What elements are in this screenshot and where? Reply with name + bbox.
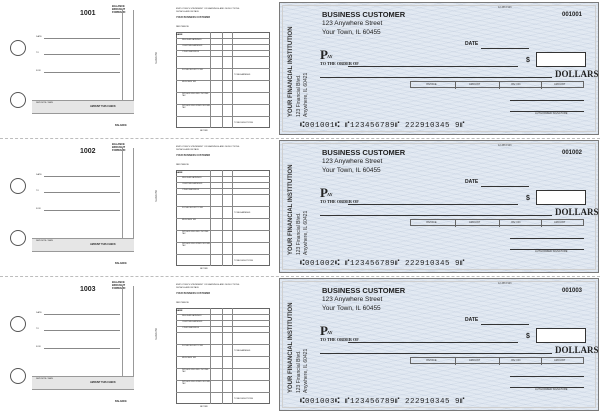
stub-for-label: FOR — [36, 208, 41, 210]
signature-label: AUTHORIZED SIGNATURE — [535, 250, 568, 253]
bank-address-line2: Anywhere, IL 60421 — [303, 72, 309, 117]
invoice-grid-divider — [541, 82, 542, 89]
voucher-total-deductions-label: TOTAL DEDUCTIONS — [234, 398, 253, 400]
voucher-item: SOCIAL SECURITY TAX — [182, 207, 203, 209]
check-row — [0, 138, 600, 276]
invoice-grid-label: INV. NO. — [511, 221, 522, 224]
voucher-item: OVERTIME EARNINGS — [182, 321, 203, 323]
stub-number: 1002 — [80, 148, 96, 155]
amount-box[interactable] — [536, 328, 586, 343]
stub-balance-label: BALANCE — [115, 262, 127, 265]
bank-name: YOUR FINANCIAL INSTITUTION — [288, 26, 294, 117]
invoice-grid-divider — [499, 220, 500, 227]
voucher-item: WITHHOLDING FED. INCOME TAX — [182, 231, 209, 236]
voucher-item: OVERTIME EARNINGS — [182, 45, 203, 47]
punch-hole-icon — [10, 316, 26, 332]
voucher-col-line — [232, 32, 233, 128]
bank-name: YOUR FINANCIAL INSTITUTION — [288, 164, 294, 255]
dollars-label: DOLLARS — [555, 345, 599, 355]
check-address-line2: Your Town, IL 60455 — [322, 305, 381, 312]
voucher-net-pay-label: NET PAY — [200, 406, 208, 408]
stub-balance-brought-label: BALANCE BROUGHT FORWARD — [112, 281, 126, 291]
date-label: DATE — [465, 317, 479, 323]
voucher-item: OTHER EARNINGS — [182, 189, 200, 191]
voucher-item: REGULAR EARNINGS — [182, 315, 202, 317]
invoice-grid-divider — [541, 220, 542, 227]
voucher-item: WITHHOLDING STATE INCOME TAX — [182, 243, 210, 248]
check — [279, 2, 599, 135]
punch-hole-icon — [10, 368, 26, 384]
stub-balance-label: BALANCE — [115, 400, 127, 403]
stub-amount-column — [122, 286, 134, 382]
invoice-grid — [410, 357, 584, 364]
stub-amount-this-check-label: AMOUNT THIS CHECK — [90, 381, 116, 384]
voucher-col-line — [232, 308, 233, 404]
voucher-net-pay-label: NET PAY — [200, 130, 208, 132]
check-stub — [32, 140, 156, 272]
amount-words-line[interactable] — [320, 353, 552, 354]
bank-address-line2: Anywhere, IL 60421 — [303, 210, 309, 255]
stub-deposits-label: DEPOSITS — [154, 190, 156, 202]
voucher-row-line — [176, 56, 270, 57]
stub-amount-this-check-label: AMOUNT THIS CHECK — [90, 105, 116, 108]
bank-address-line1: 123 Financial Blvd. — [296, 74, 302, 117]
stub-for-label: FOR — [36, 346, 41, 348]
check-address-line2: Your Town, IL 60455 — [322, 167, 381, 174]
punch-hole-icon — [10, 92, 26, 108]
bank-name: YOUR FINANCIAL INSTITUTION — [288, 302, 294, 393]
pay-label: AY — [327, 330, 333, 335]
signature-label: AUTHORIZED SIGNATURE — [535, 388, 568, 391]
voucher-col-line — [232, 170, 233, 266]
check — [279, 140, 599, 273]
stub-date-line — [44, 176, 120, 177]
payee-line[interactable] — [348, 204, 518, 205]
date-label: DATE — [465, 41, 479, 47]
voucher-total-earnings-label: TOTAL EARNINGS — [234, 350, 251, 352]
voucher-item: WITHHOLDING STATE INCOME TAX — [182, 381, 210, 386]
stub-to-line — [44, 54, 120, 55]
invoice-grid — [410, 81, 584, 88]
voucher-customer: YOUR BUSINESS CUSTOMER — [176, 16, 211, 19]
invoice-grid-label: AMOUNT — [554, 221, 566, 224]
amount-box[interactable] — [536, 190, 586, 205]
pay-to-order-label: TO THE ORDER OF — [320, 337, 359, 342]
invoice-grid-label: AMOUNT — [469, 359, 481, 362]
micr-line: ⑆001001⑆ ⑈123456789⑈ 222910345 9⑈ — [300, 122, 466, 130]
voucher-item: SOCIAL SECURITY TAX — [182, 69, 203, 71]
voucher-row-line — [176, 254, 270, 255]
bank-info-vertical — [284, 285, 312, 397]
check-customer-name: BUSINESS CUSTOMER — [322, 148, 406, 157]
pay-label: AY — [327, 192, 333, 197]
bank-info-vertical — [284, 147, 312, 259]
signature-line[interactable] — [510, 100, 584, 101]
bank-address-line2: Anywhere, IL 60421 — [303, 348, 309, 393]
voucher-pay-period-label: PAY PERIOD — [176, 164, 190, 166]
voucher-total-earnings-label: TOTAL EARNINGS — [234, 74, 251, 76]
voucher-col-line — [222, 32, 223, 128]
amount-words-line[interactable] — [320, 77, 552, 78]
pay-label: AY — [327, 54, 333, 59]
routing-fraction: 12-4567/123 — [498, 6, 512, 9]
voucher-row-line — [176, 116, 270, 117]
stub-amount-this-check-label: AMOUNT THIS CHECK — [90, 243, 116, 246]
voucher-item: OTHER EARNINGS — [182, 327, 200, 329]
stub-number: 1003 — [80, 286, 96, 293]
voucher-item: WITHHOLDING STATE INCOME TAX — [182, 105, 210, 110]
dollar-sign: $ — [526, 57, 530, 64]
check-stub — [32, 278, 156, 410]
pay-initial: P — [320, 185, 328, 200]
voucher-col-line — [210, 308, 211, 404]
invoice-grid-label: AMOUNT — [469, 83, 481, 86]
check-address-line1: 123 Anywhere Street — [322, 158, 383, 165]
voucher-pay-period-label: PAY PERIOD — [176, 302, 190, 304]
invoice-grid-divider — [499, 358, 500, 365]
invoice-grid — [410, 219, 584, 226]
stub-for-label: FOR — [36, 70, 41, 72]
routing-fraction: 12-4567/123 — [498, 144, 512, 147]
stub-amount-column — [122, 10, 134, 106]
voucher-row-line — [176, 392, 270, 393]
voucher-item: WITHHOLDING FED. INCOME TAX — [182, 369, 209, 374]
dollar-sign: $ — [526, 195, 530, 202]
signature-line[interactable] — [510, 376, 584, 377]
payroll-voucher — [172, 282, 272, 408]
check-number: 001001 — [562, 12, 583, 18]
invoice-grid-label: INV. NO. — [511, 359, 522, 362]
check-address-line1: 123 Anywhere Street — [322, 296, 383, 303]
stub-balance-brought-label: BALANCE BROUGHT FORWARD — [112, 143, 126, 153]
stub-date-label: DATE — [36, 174, 42, 176]
stub-deposits-label: DEPOSITS — [154, 328, 156, 340]
voucher-total-earnings-label: TOTAL EARNINGS — [234, 212, 251, 214]
payee-line[interactable] — [348, 66, 518, 67]
voucher-item: SOCIAL SECURITY TAX — [182, 345, 203, 347]
stub-date-label: DATE — [36, 312, 42, 314]
stub-to-label: TO — [36, 190, 39, 192]
voucher-col-line — [222, 308, 223, 404]
stub-number: 1001 — [80, 10, 96, 17]
voucher-col-line — [210, 170, 211, 266]
stub-date-line — [44, 314, 120, 315]
stub-for-line — [44, 348, 120, 349]
check-row — [0, 0, 600, 138]
pay-initial: P — [320, 323, 328, 338]
voucher-net-pay-label: NET PAY — [200, 268, 208, 270]
stub-to-label: TO — [36, 328, 39, 330]
stub-deposit-date-label: DEPOSITS / DATE — [36, 378, 53, 380]
payroll-voucher — [172, 144, 272, 270]
check-address-line1: 123 Anywhere Street — [322, 20, 383, 27]
voucher-header: EMPLOYEE'S STATEMENT OF EARNINGS AND DEDUCTIONS. DETACH AND RETAIN. — [176, 284, 240, 289]
invoice-grid-divider — [499, 82, 500, 89]
invoice-grid-label: INVOICE — [426, 221, 437, 224]
punch-hole-icon — [10, 178, 26, 194]
stub-date-label: DATE — [36, 36, 42, 38]
signature-line[interactable] — [510, 238, 584, 239]
punch-hole-icon — [10, 40, 26, 56]
stub-to-label: TO — [36, 52, 39, 54]
voucher-name-label: NAME — [176, 172, 183, 174]
payroll-voucher — [172, 6, 272, 132]
voucher-col-line — [210, 32, 211, 128]
voucher-name-label: NAME — [176, 34, 183, 36]
stub-amount-column — [122, 148, 134, 244]
amount-words-line[interactable] — [320, 215, 552, 216]
voucher-item: OVERTIME EARNINGS — [182, 183, 203, 185]
voucher-col-line — [222, 170, 223, 266]
stub-deposit-date-label: DEPOSITS / DATE — [36, 102, 53, 104]
voucher-header: EMPLOYEE'S STATEMENT OF EARNINGS AND DEDUCTIONS. DETACH AND RETAIN. — [176, 146, 240, 151]
pay-to-order-label: TO THE ORDER OF — [320, 199, 359, 204]
voucher-total-deductions-label: TOTAL DEDUCTIONS — [234, 260, 253, 262]
date-line[interactable] — [481, 48, 529, 49]
pay-to-order-label: TO THE ORDER OF — [320, 61, 359, 66]
voucher-pay-period-label: PAY PERIOD — [176, 26, 190, 28]
voucher-item: MEDICARE TAX — [182, 81, 197, 83]
date-line[interactable] — [481, 186, 529, 187]
voucher-name-label: NAME — [176, 310, 183, 312]
invoice-grid-label: AMOUNT — [554, 83, 566, 86]
voucher-customer: YOUR BUSINESS CUSTOMER — [176, 154, 211, 157]
invoice-grid-divider — [455, 82, 456, 89]
stub-deposits-label: DEPOSITS — [154, 52, 156, 64]
bank-address-line1: 123 Financial Blvd. — [296, 212, 302, 255]
signature-label: AUTHORIZED SIGNATURE — [535, 112, 568, 115]
date-line[interactable] — [481, 324, 529, 325]
invoice-grid-label: INVOICE — [426, 359, 437, 362]
check-number: 001002 — [562, 150, 583, 156]
voucher-item: MEDICARE TAX — [182, 357, 197, 359]
routing-fraction: 12-4567/123 — [498, 282, 512, 285]
check-stub — [32, 2, 156, 134]
voucher-item: OTHER EARNINGS — [182, 51, 200, 53]
invoice-grid-label: AMOUNT — [469, 221, 481, 224]
stub-balance-brought-label: BALANCE BROUGHT FORWARD — [112, 5, 126, 15]
punch-hole-icon — [10, 230, 26, 246]
voucher-header: EMPLOYEE'S STATEMENT OF EARNINGS AND DEDUCTIONS. DETACH AND RETAIN. — [176, 8, 240, 13]
voucher-customer: YOUR BUSINESS CUSTOMER — [176, 292, 211, 295]
voucher-total-deductions-label: TOTAL DEDUCTIONS — [234, 122, 253, 124]
stub-deposit-date-label: DEPOSITS / DATE — [36, 240, 53, 242]
micr-line: ⑆001002⑆ ⑈123456789⑈ 222910345 9⑈ — [300, 260, 466, 268]
stub-to-line — [44, 330, 120, 331]
invoice-grid-divider — [455, 220, 456, 227]
voucher-item: MEDICARE TAX — [182, 219, 197, 221]
voucher-row-line — [176, 332, 270, 333]
voucher-item: REGULAR EARNINGS — [182, 177, 202, 179]
stub-balance-label: BALANCE — [115, 124, 127, 127]
date-label: DATE — [465, 179, 479, 185]
check-address-line2: Your Town, IL 60455 — [322, 29, 381, 36]
bank-info-vertical — [284, 9, 312, 121]
voucher-item: REGULAR EARNINGS — [182, 39, 202, 41]
stub-date-line — [44, 38, 120, 39]
check-row — [0, 276, 600, 414]
check-customer-name: BUSINESS CUSTOMER — [322, 10, 406, 19]
dollar-sign: $ — [526, 333, 530, 340]
invoice-grid-label: INV. NO. — [511, 83, 522, 86]
payee-line[interactable] — [348, 342, 518, 343]
invoice-grid-divider — [541, 358, 542, 365]
dollars-label: DOLLARS — [555, 69, 599, 79]
check-number: 001003 — [562, 288, 583, 294]
micr-line: ⑆001003⑆ ⑈123456789⑈ 222910345 9⑈ — [300, 398, 466, 406]
voucher-item: WITHHOLDING FED. INCOME TAX — [182, 93, 209, 98]
invoice-grid-label: INVOICE — [426, 83, 437, 86]
check — [279, 278, 599, 411]
stub-for-line — [44, 210, 120, 211]
pay-initial: P — [320, 47, 328, 62]
voucher-row-line — [176, 194, 270, 195]
invoice-grid-divider — [455, 358, 456, 365]
check-customer-name: BUSINESS CUSTOMER — [322, 286, 406, 295]
stub-for-line — [44, 72, 120, 73]
invoice-grid-label: AMOUNT — [554, 359, 566, 362]
dollars-label: DOLLARS — [555, 207, 599, 217]
bank-address-line1: 123 Financial Blvd. — [296, 350, 302, 393]
amount-box[interactable] — [536, 52, 586, 67]
stub-to-line — [44, 192, 120, 193]
